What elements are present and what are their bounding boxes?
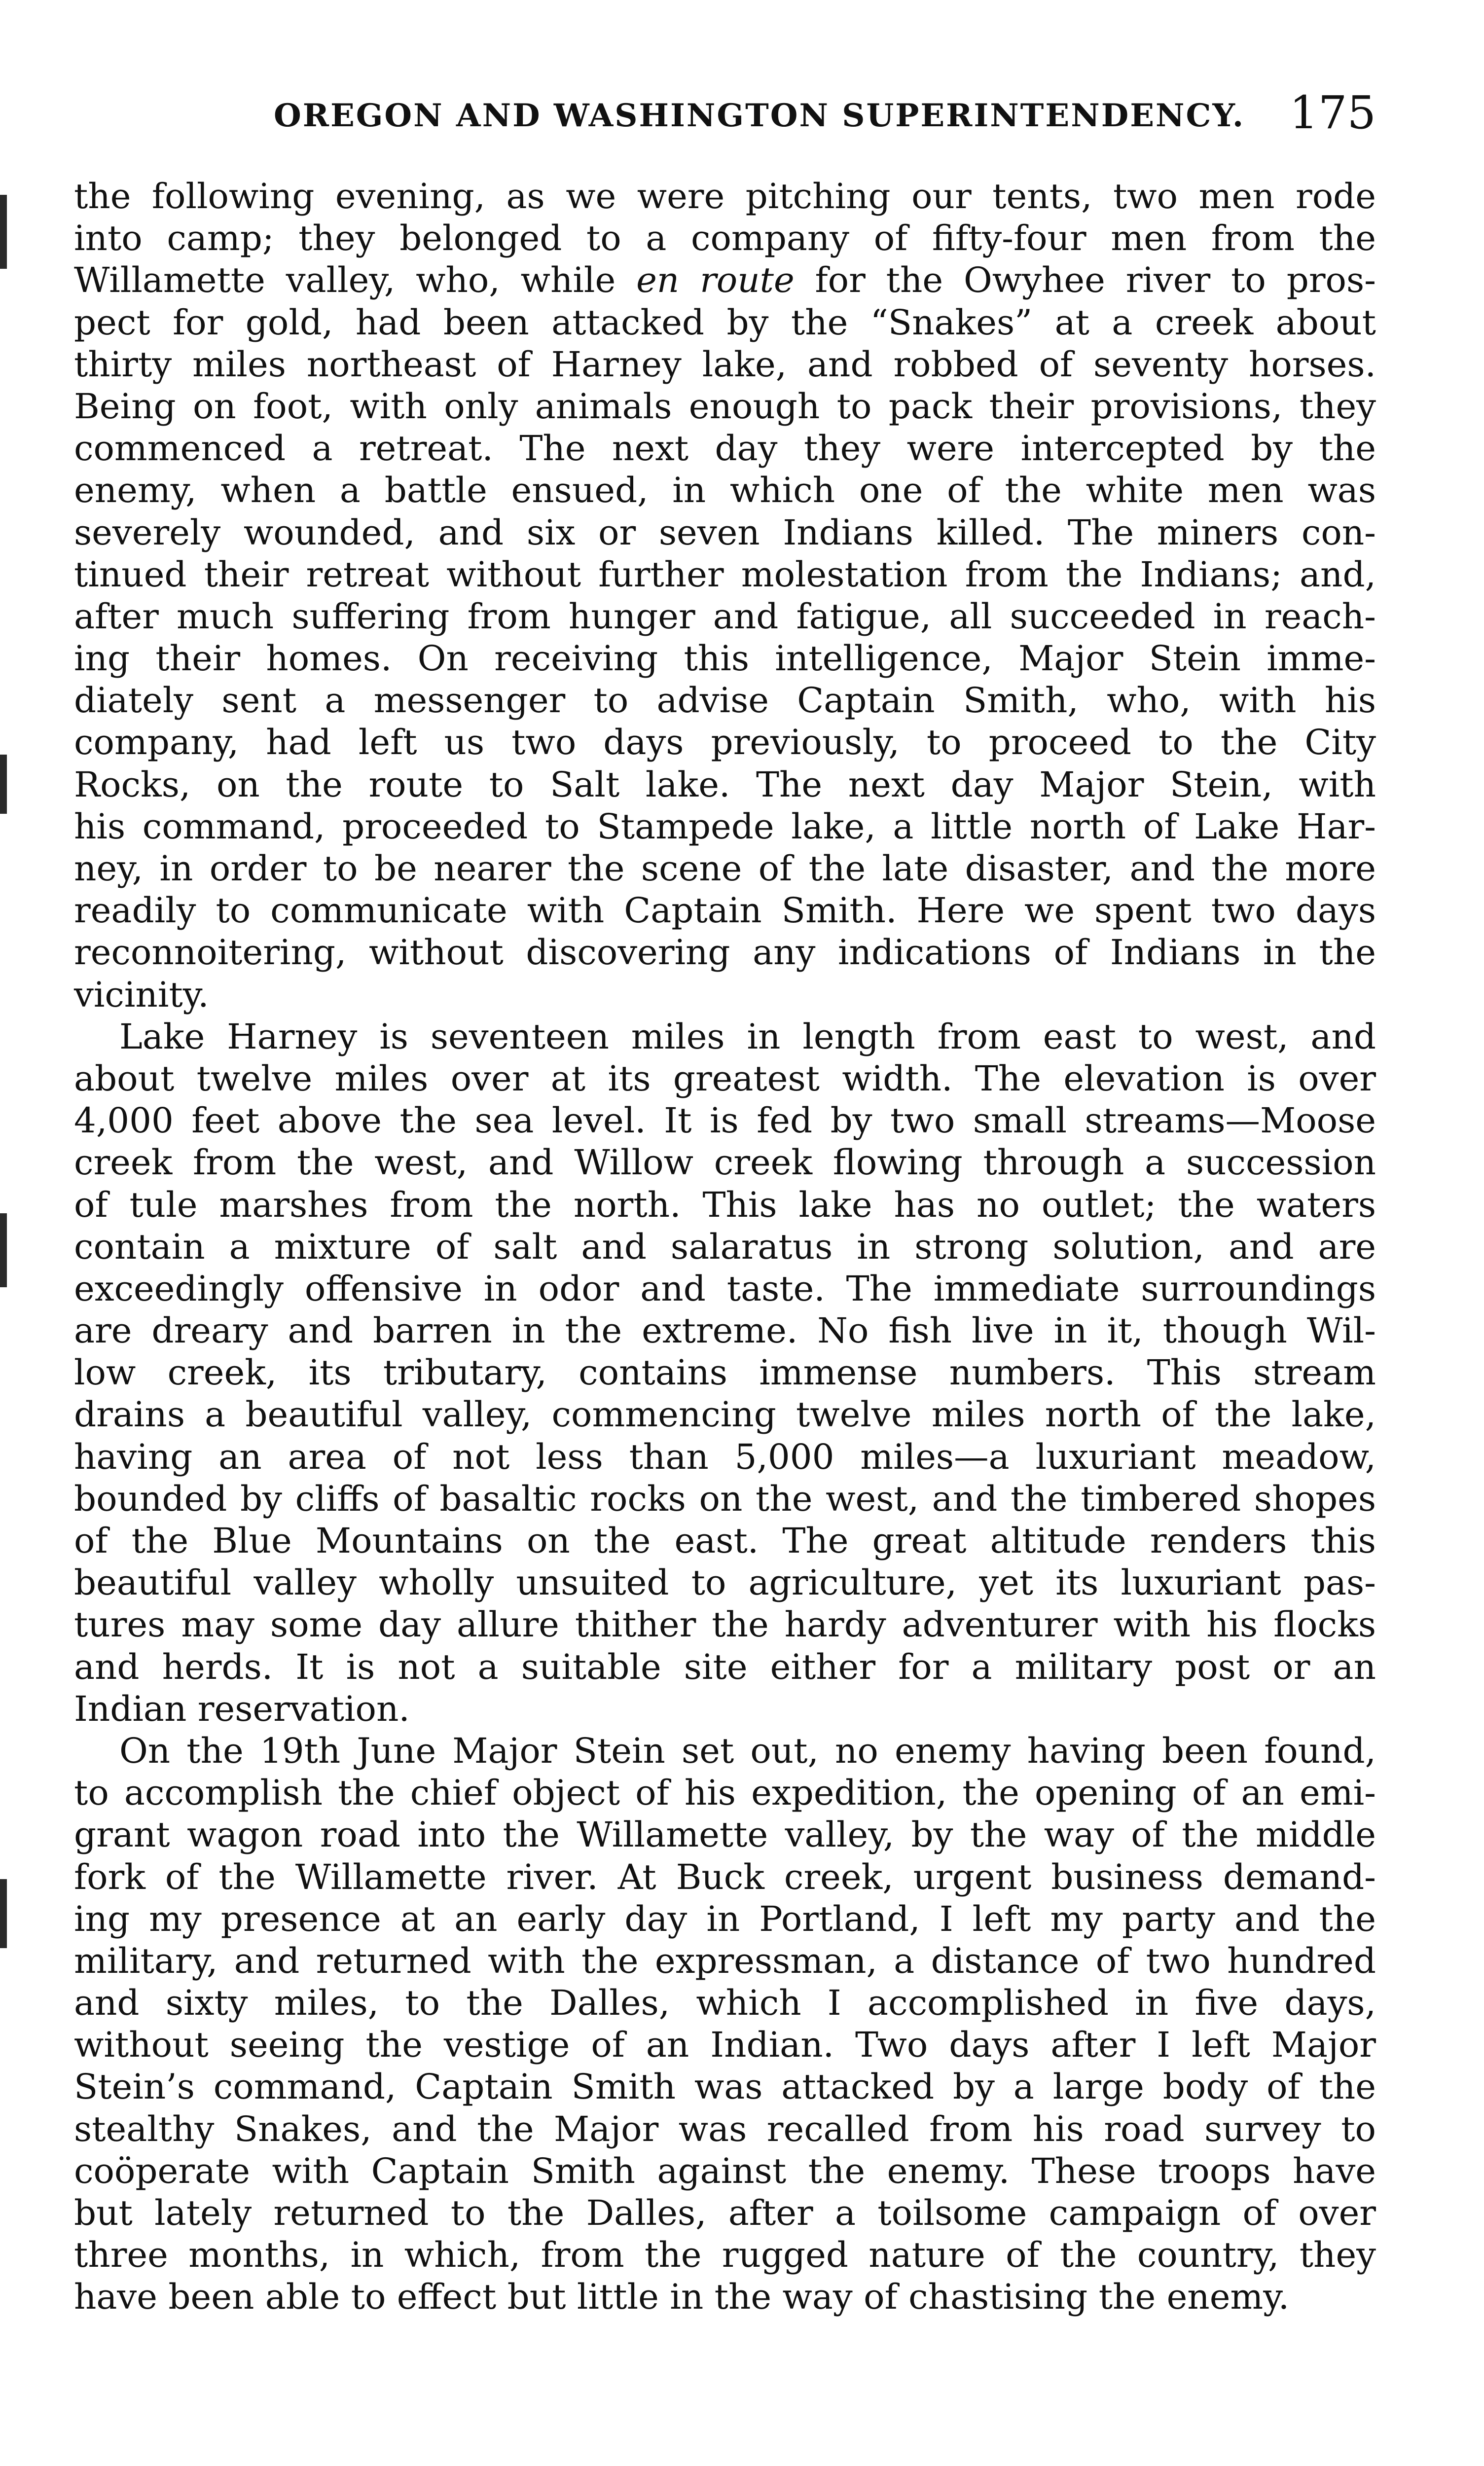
text-line: Lake Harney is seventeen miles in length from east to west, and xyxy=(119,1016,1376,1057)
text-line: ney, in order to be nearer the scene of the late disaster, and the more xyxy=(74,848,1376,889)
text-line: Being on foot, with only animals enough to pack their provisions, they xyxy=(74,386,1376,427)
page-header xyxy=(74,86,1376,145)
text-line: Stein’s command, Captain Smith was attacked by a large body of the xyxy=(74,2067,1376,2107)
text-line: stealthy Snakes, and the Major was recalled from his road survey to xyxy=(74,2108,1376,2149)
text-line: creek from the west, and Willow creek flowing through a succession xyxy=(74,1142,1376,1183)
paragraph xyxy=(74,1730,1376,2319)
text-line: drains a beautiful valley, commencing twelve miles north of the lake, xyxy=(74,1394,1376,1435)
text-line: commenced a retreat. The next day they were intercepted by the xyxy=(74,428,1376,469)
text-line: and herds. It is not a suitable site either for a military post or an xyxy=(74,1646,1376,1687)
text-line: have been able to effect but little in the way of chastising the enemy. xyxy=(74,2277,1290,2318)
text-line: and sixty miles, to the Dalles, which I accomplished in five days, xyxy=(74,1983,1376,2024)
text-line: thirty miles northeast of Harney lake, and robbed of seventy horses. xyxy=(74,344,1376,385)
text-line: to accomplish the chief object of his expedition, the opening of an emi- xyxy=(74,1773,1376,1813)
text-line: 4,000 feet above the sea level. It is fed by two small streams—Moose xyxy=(74,1100,1376,1141)
text-line: after much suffering from hunger and fatigue, all succeeded in reach- xyxy=(74,596,1376,637)
page-number: 175 xyxy=(1289,86,1376,139)
paragraph xyxy=(74,176,1376,1016)
text-line: Indian reservation. xyxy=(74,1688,410,1729)
text-line: coöperate with Captain Smith against the enemy. These troops have xyxy=(74,2150,1376,2191)
text-line: about twelve miles over at its greatest width. The elevation is over xyxy=(74,1058,1376,1099)
text-line: of the Blue Mountains on the east. The great altitude renders this xyxy=(74,1521,1376,1561)
text-line: are dreary and barren in the extreme. No fish live in it, though Wil- xyxy=(74,1310,1376,1351)
running-head: OREGON AND WASHINGTON SUPERINTENDENCY. xyxy=(274,97,1245,134)
text-line: bounded by cliffs of basaltic rocks on the west, and the timbered shopes xyxy=(74,1478,1376,1519)
text-line: ing their homes. On receiving this intelligence, Major Stein imme- xyxy=(74,638,1376,679)
text-line: fork of the Willamette river. At Buck creek, urgent business demand- xyxy=(74,1856,1376,1897)
text-line: company, had left us two days previously, to proceed to the City xyxy=(74,722,1376,763)
text-line: readily to communicate with Captain Smith. Here we spent two days xyxy=(74,890,1376,931)
text-line: but lately returned to the Dalles, after a toilsome campaign of over xyxy=(74,2193,1376,2233)
text-line: Rocks, on the route to Salt lake. The next day Major Stein, with xyxy=(74,764,1376,805)
text-line: without seeing the vestige of an Indian. Two days after I left Major xyxy=(74,2025,1376,2066)
text-line: military, and returned with the expressman, a distance of two hundred xyxy=(74,1940,1376,1981)
text-line: low creek, its tributary, contains immense numbers. This stream xyxy=(74,1352,1376,1393)
text-line: the following evening, as we were pitching our tents, two men rode xyxy=(74,176,1376,217)
text-line: enemy, when a battle ensued, in which one of the white men was xyxy=(74,470,1376,511)
scan-edge-mark xyxy=(0,195,7,269)
italic-phrase: en route xyxy=(636,260,795,301)
text-line: reconnoitering, without discovering any indications of Indians in the xyxy=(74,932,1376,973)
text-line: diately sent a messenger to advise Captain Smith, who, with his xyxy=(74,680,1376,721)
text-line: of tule marshes from the north. This lake has no outlet; the waters xyxy=(74,1184,1376,1225)
text-line: grant wagon road into the Willamette valley, by the way of the middle xyxy=(74,1814,1376,1855)
text-line: into camp; they belonged to a company of fifty-four men from the xyxy=(74,218,1376,259)
text-line: vicinity. xyxy=(74,974,209,1015)
text-line: three months, in which, from the rugged nature of the country, they xyxy=(74,2235,1376,2276)
text-line: contain a mixture of salt and salaratus in strong solution, and are xyxy=(74,1226,1376,1267)
text-line: ing my presence at an early day in Portland, I left my party and the xyxy=(74,1898,1376,1939)
text-line: having an area of not less than 5,000 miles—a luxuriant meadow, xyxy=(74,1436,1376,1477)
body-text xyxy=(74,176,1376,2319)
text-line: pect for gold, had been attacked by the “Snakes” at a creek about xyxy=(74,302,1376,343)
scan-edge-mark xyxy=(0,1213,7,1287)
text-line: his command, proceeded to Stampede lake, a little north of Lake Har- xyxy=(74,806,1376,847)
text-line: On the 19th June Major Stein set out, no enemy having been found, xyxy=(119,1730,1376,1771)
text-line: Willamette valley, who, while en route for the Owyhee river to pros- xyxy=(74,260,1376,301)
scan-edge-mark xyxy=(0,1879,7,1948)
scan-edge-mark xyxy=(0,755,7,814)
text-line: tinued their retreat without further molestation from the Indians; and, xyxy=(74,554,1376,595)
text-line: severely wounded, and six or seven Indians killed. The miners con- xyxy=(74,512,1376,553)
text-line: exceedingly offensive in odor and taste. The immediate surroundings xyxy=(74,1268,1376,1309)
text-line: tures may some day allure thither the hardy adventurer with his flocks xyxy=(74,1604,1376,1645)
text-line: beautiful valley wholly unsuited to agriculture, yet its luxuriant pas- xyxy=(74,1562,1376,1603)
paragraph xyxy=(74,1016,1376,1730)
